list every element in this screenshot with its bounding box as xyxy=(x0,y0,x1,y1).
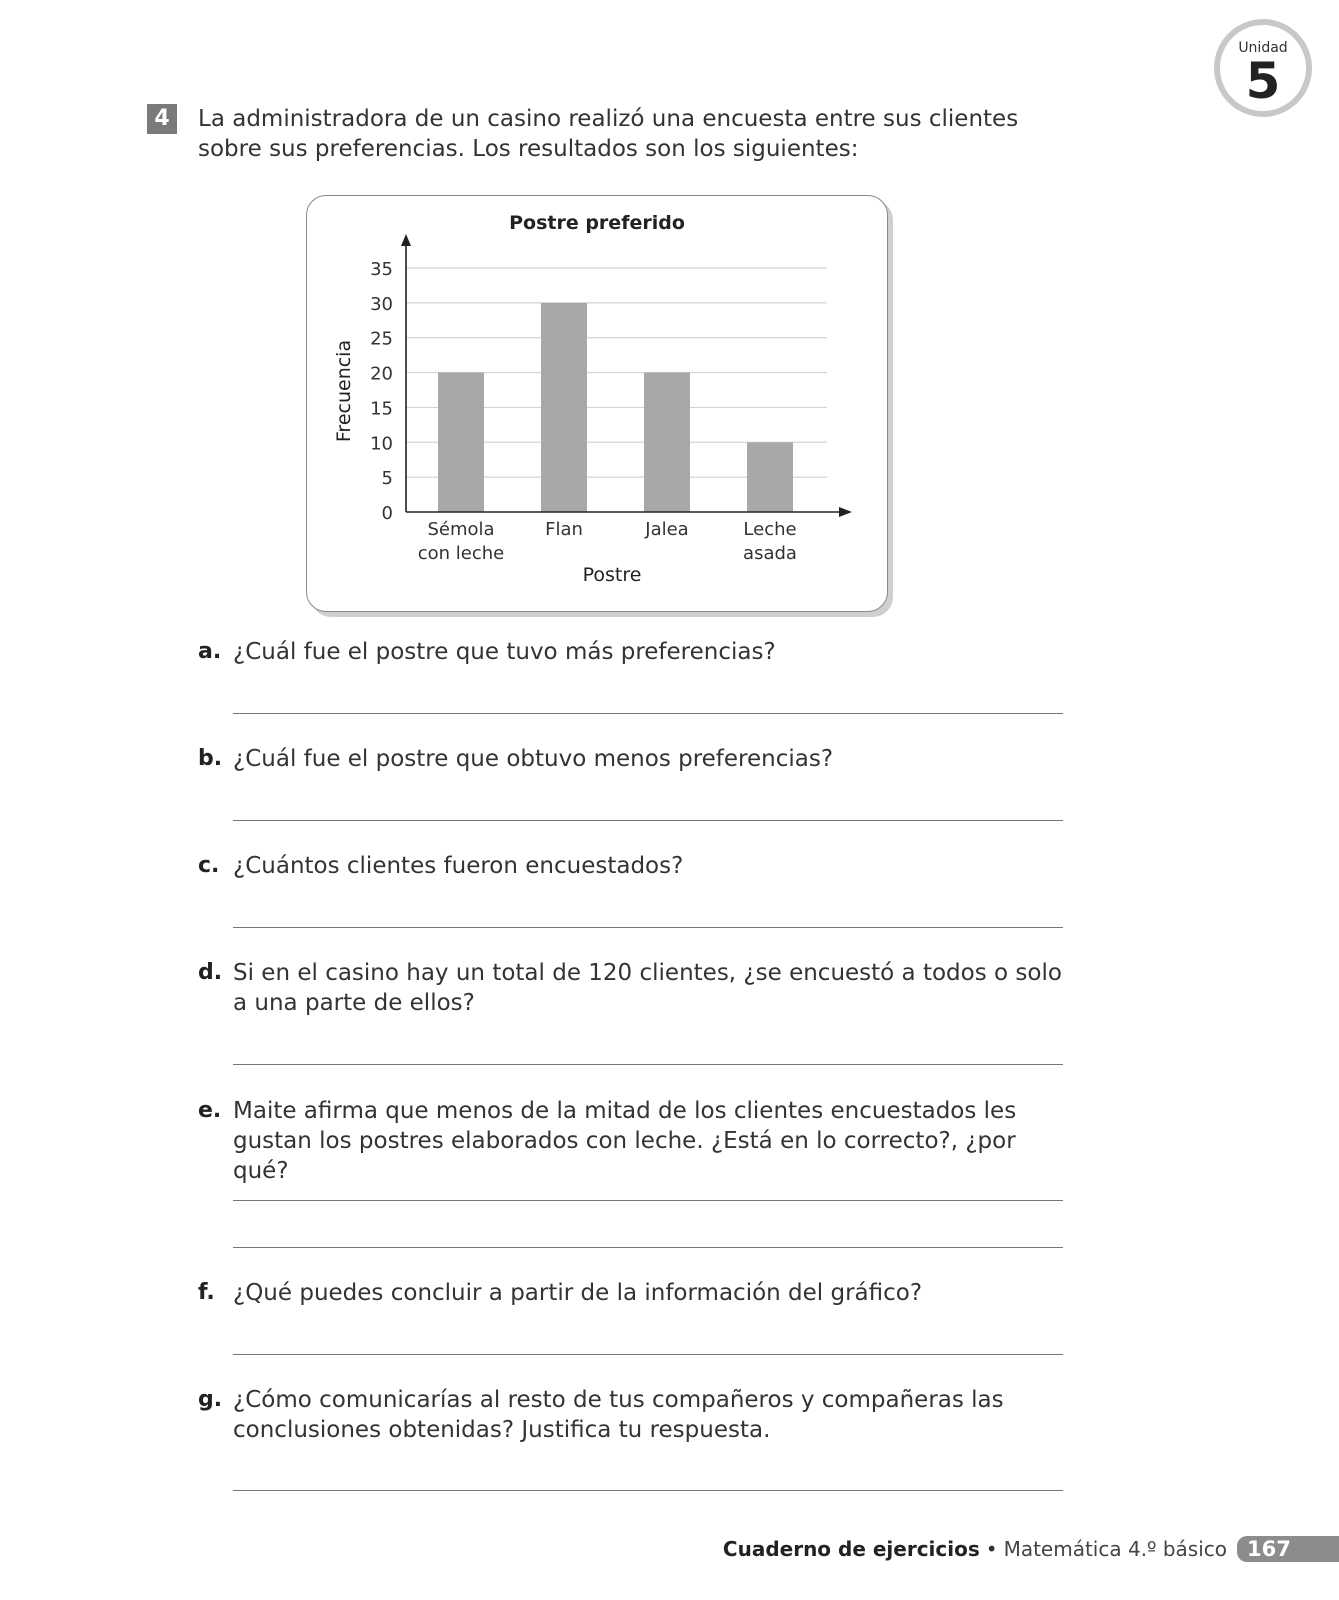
page-footer xyxy=(723,1535,1339,1563)
y-tick-label: 0 xyxy=(381,503,393,524)
x-tick-label: Flan xyxy=(545,519,583,540)
question-text: ¿Qué puedes concluir a partir de la información del gráfico? xyxy=(233,1280,923,1306)
question-text: Maite afirma que menos de la mitad de los clientes encuestados les gustan los postres elaborados con leche. ¿Está en lo correcto?, ¿por qué? xyxy=(233,1098,1017,1184)
bar-chart xyxy=(307,196,887,611)
x-axis-arrow xyxy=(839,507,852,517)
page-number: 167 xyxy=(1237,1536,1339,1562)
unit-label: Unidad xyxy=(1238,40,1288,56)
y-tick-label: 25 xyxy=(370,328,393,350)
exercise-statement: La administradora de un casino realizó una encuesta entre sus clientes sobre sus preferencias. Los resultados son los siguientes: xyxy=(198,106,1019,162)
answer-line[interactable] xyxy=(233,927,1063,928)
bar-3 xyxy=(747,442,793,512)
question-letter: b. xyxy=(198,746,223,771)
x-tick-label: Jalea xyxy=(645,519,689,540)
y-tick-label: 10 xyxy=(370,433,393,455)
x-tick-label: Sémola con leche xyxy=(417,519,505,564)
x-tick-label: Leche asada xyxy=(743,519,797,564)
answer-line[interactable] xyxy=(233,820,1063,821)
question-text: Si en el casino hay un total de 120 clientes, ¿se encuestó a todos o solo a una parte de ellos? xyxy=(233,960,1062,1016)
y-tick-label: 35 xyxy=(370,259,393,280)
bar-2 xyxy=(644,373,690,512)
question-letter: e. xyxy=(198,1098,222,1123)
question-text: ¿Cuál fue el postre que obtuvo menos preferencias? xyxy=(233,746,834,772)
unit-number: 5 xyxy=(1245,52,1281,110)
answer-line[interactable] xyxy=(233,1064,1063,1065)
y-tick-label: 20 xyxy=(370,363,393,385)
bar-0 xyxy=(438,373,484,512)
question-letter: c. xyxy=(198,853,220,878)
question-letter: d. xyxy=(198,960,223,985)
answer-line[interactable] xyxy=(233,1200,1063,1201)
answer-line[interactable] xyxy=(233,1247,1063,1248)
y-tick-label: 30 xyxy=(370,293,393,315)
answer-line[interactable] xyxy=(233,713,1063,714)
x-axis-label: Postre xyxy=(582,564,642,586)
chart-title: Postre preferido xyxy=(509,212,685,234)
footer-subject: Matemática 4.º básico xyxy=(1003,1537,1227,1561)
question-letter: f. xyxy=(198,1280,215,1305)
bar-chart-panel xyxy=(306,195,888,612)
question-letter: g. xyxy=(198,1387,223,1412)
answer-line[interactable] xyxy=(233,1490,1063,1491)
y-axis-arrow xyxy=(401,234,411,246)
answer-line[interactable] xyxy=(233,1354,1063,1355)
y-tick-label: 5 xyxy=(381,468,393,490)
exercise-number: 4 xyxy=(147,104,177,134)
question-letter: a. xyxy=(198,639,222,664)
question-text: ¿Cómo comunicarías al resto de tus compañeros y compañeras las conclusiones obtenidas? Justifica tu respuesta. xyxy=(233,1387,1004,1443)
question-text: ¿Cuál fue el postre que tuvo más preferencias? xyxy=(233,639,776,665)
y-axis-label: Frecuencia xyxy=(333,339,355,443)
footer-book-title: Cuaderno de ejercicios xyxy=(722,1537,980,1561)
bar-1 xyxy=(541,303,587,512)
footer-separator: • xyxy=(985,1537,998,1561)
unit-badge xyxy=(1213,18,1313,118)
y-tick-label: 15 xyxy=(370,398,393,420)
question-text: ¿Cuántos clientes fueron encuestados? xyxy=(233,853,684,879)
